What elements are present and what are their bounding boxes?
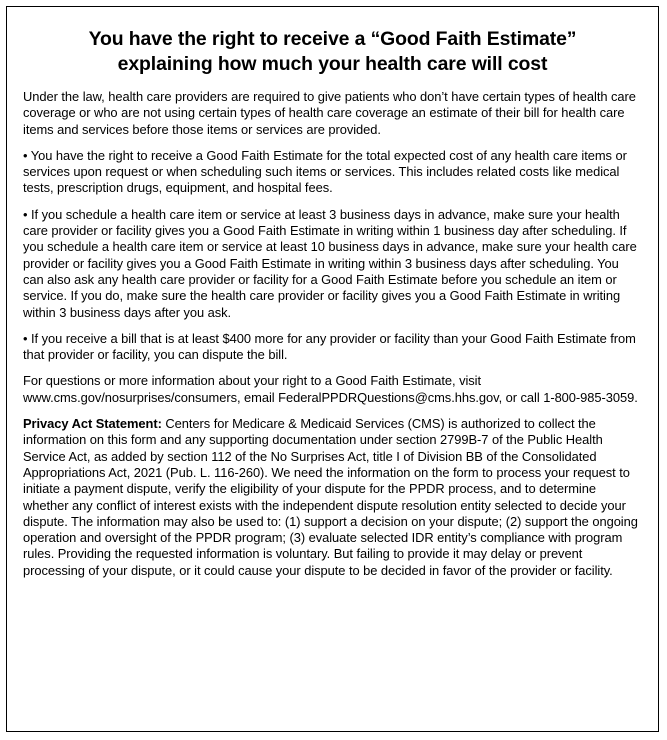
privacy-act-statement (23, 416, 642, 579)
bullet-dispute-bill: • If you receive a bill that is at least $400 more for any provider or facility than your Good Faith Estimate from that provider or facility, you can dispute the bill. (23, 330, 636, 363)
contact-paragraph: For questions or more information about your right to a Good Faith Estimate, visit www.cms.gov/nosurprises/consumers, email FederalPPDRQuestions@cms.hhs.gov, or call 1-800-985-3059. (23, 373, 638, 405)
bullet-scheduling-timelines: • If you schedule a health care item or service at least 3 business days in advance, make sure your health care provider or facility gives you a Good Faith Estimate in writing within 1 business day after scheduling. If you schedule a health care item or service at least 10 business days in advance, make sure your health care provider or facility gives you a Good Faith Estimate in writing within 3 business days after scheduling. You can also ask any health care provider or facility for a Good Faith Estimate before you schedule an item or service. If you do, make sure the health care provider or facility gives you a Good Faith Estimate in writing within 3 business days after you ask. (23, 206, 637, 320)
bullet-right-to-estimate: • You have the right to receive a Good Faith Estimate for the total expected cost of any health care items or services upon request or when scheduling such items or services. This includes related costs like medical tests, prescription drugs, equipment, and hospital fees. (23, 147, 627, 196)
good-faith-estimate-notice (6, 6, 659, 732)
notice-title-line-2: explaining how much your health care will cost (117, 53, 548, 75)
notice-title (23, 27, 642, 77)
privacy-act-body: Centers for Medicare & Medicaid Services (CMS) is authorized to collect the information on this form and any supporting documentation under section 2799B-7 of the Public Health Service Act, as added by section 112 of the No Surprises Act, title I of Division BB of the Consolidated Appropriations Act, 2021 (Pub. L. 116-260). We need the information on the form to process your request to initiate a payment dispute, verify the eligibility of your dispute for the PPDR process, and to determine whether any conflict of interest exists with the independent dispute resolution entity selected to decide your dispute. The information may also be used to: (1) support a decision on your dispute; (2) support the ongoing operation and oversight of the PPDR program; (3) evaluate selected IDR entity’s compliance with program rules. Providing the requested information is voluntary. But failing to provide it may delay or prevent processing of your dispute, or it could cause your dispute to be decided in favor of the provider or facility. (23, 416, 638, 578)
intro-paragraph: Under the law, health care providers are required to give patients who don’t have certain types of health care coverage or who are not using certain types of health care coverage an estimate of their bill for health care items and services before those items or services are provided. (23, 89, 636, 137)
notice-title-line-1: You have the right to receive a “Good Faith Estimate” (88, 28, 577, 50)
privacy-act-heading: Privacy Act Statement: (23, 416, 162, 432)
